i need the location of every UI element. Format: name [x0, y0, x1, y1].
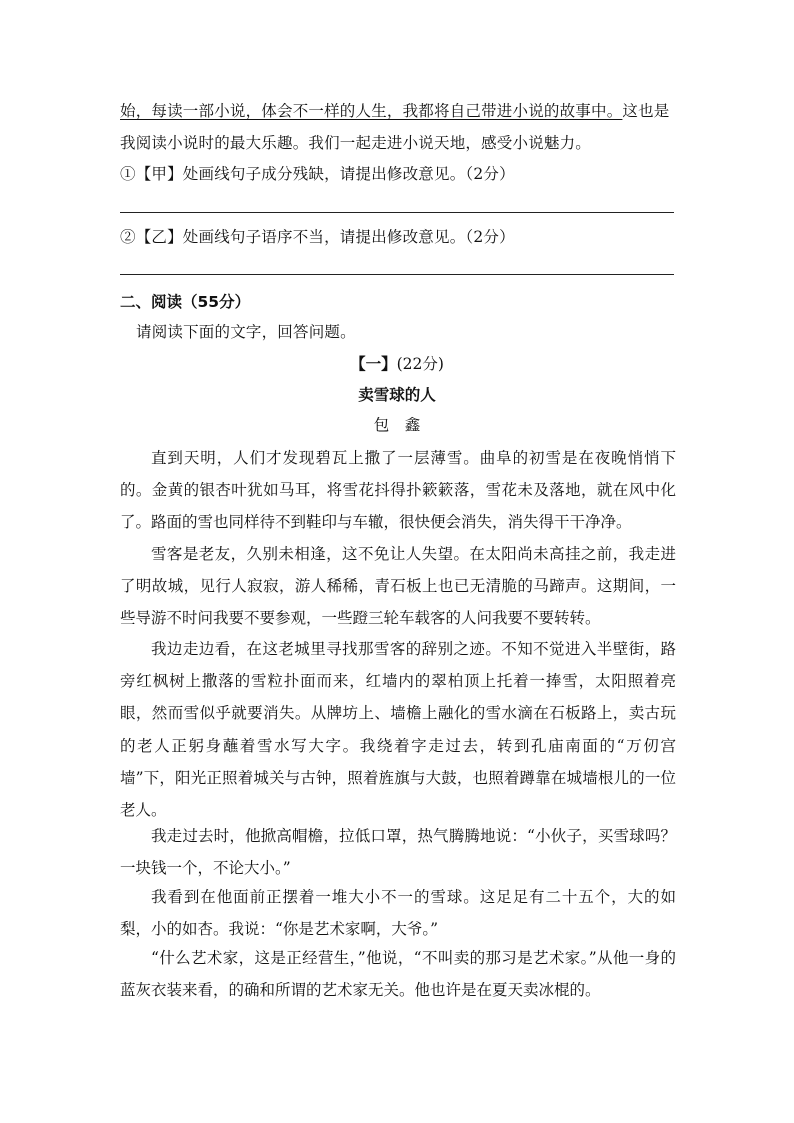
question-2: ②【乙】处画线句子语序不当，请提出修改意见。（2分）	[120, 228, 515, 246]
part-label: 【一】	[350, 355, 397, 373]
article-paragraph-4: 我走过去时，他掀高帽檐，拉低口罩，热气腾腾地说：“小伙子，买雪球吗？一块钱一个，不论大小。”	[120, 827, 676, 878]
underlined-sentence: 始，每读一部小说，体会不一样的人生，我都将自己带进小说的故事中。	[120, 102, 623, 120]
article-paragraph-2: 雪客是老友，久别未相逢，这不免让人失望。在太阳尚未高挂之前，我走进了明故城，见行人寂寂，游人稀稀，青石板上也已无清脆的马蹄声。这期间，一些导游不时问我要不要参观，一些蹬三轮车载客的人问我要不要转转。	[120, 545, 676, 628]
article-paragraph-1: 直到天明，人们才发现碧瓦上撒了一层薄雪。曲阜的初雪是在夜晚悄悄下的。金黄的银杏叶犹如马耳，将雪花抖得扑簌簌落，雪花未及落地，就在风中化了。路面的雪也同样待不到鞋印与车辙，很快便会消失，消失得干干净净。	[120, 449, 676, 532]
article-author: 包 鑫	[373, 416, 421, 434]
question-1: ①【甲】处画线句子成分残缺，请提出修改意见。（2分）	[120, 165, 515, 183]
intro-line-1-tail: 这也是	[622, 102, 670, 120]
article-title: 卖雪球的人	[358, 386, 436, 404]
answer-line-2[interactable]	[120, 274, 674, 275]
intro-line-1	[120, 100, 680, 122]
part-points: (22分)	[396, 355, 444, 373]
intro-line-2: 我阅读小说时的最大乐趣。我们一起走进小说天地，感受小说魅力。	[120, 134, 592, 152]
article-paragraph-3: 我边走边看，在这老城里寻找那雪客的辞别之迹。不知不觉进入半壁街，路旁红枫树上撒落的雪粒扑面而来，红墙内的翠柏顶上托着一捧雪，太阳照着亮眼，然而雪似乎就要消失。从牌坊上、墙檐上融化的雪水滴在石板路上，卖古玩的老人正躬身蘸着雪水写大字。我绕着字走过去，转到孔庙南面的“万仞宫墙”下，阳光正照着城关与古钟，照着旌旗与大鼓，也照着蹲靠在城墙根儿的一位老人。	[120, 640, 676, 820]
article-paragraph-6: “什么艺术家，这是正经营生，”他说，“不叫卖的那习是艺术家。”从他一身的蓝灰衣装来看，的确和所谓的艺术家无关。他也许是在夏天卖冰棍的。	[120, 949, 676, 1000]
answer-line-1[interactable]	[120, 212, 674, 213]
section-instruction: 请阅读下面的文字，回答问题。	[136, 323, 356, 341]
section-title: 二、阅读（55分）	[120, 293, 251, 311]
part-heading	[0, 352, 794, 374]
article-paragraph-5: 我看到在他面前正摆着一堆大小不一的雪球。这足足有二十五个，大的如梨，小的如杏。我说：“你是艺术家啊，大爷。”	[120, 888, 676, 939]
